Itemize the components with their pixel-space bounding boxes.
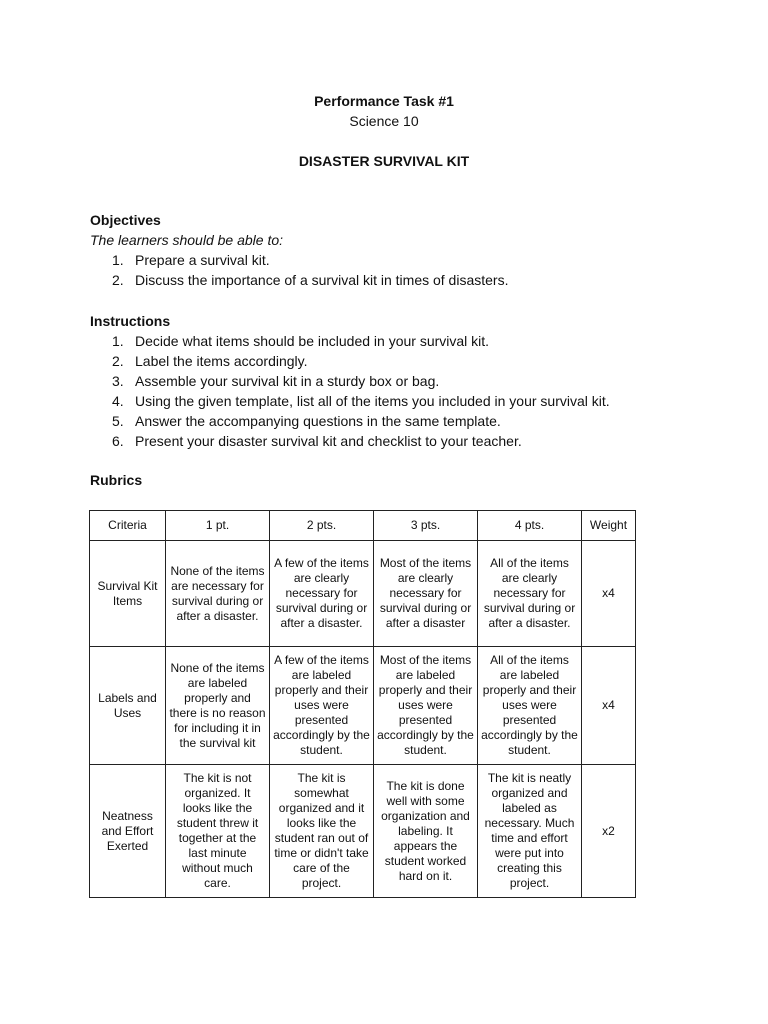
criteria-cell: Labels and Uses bbox=[90, 647, 166, 765]
column-header-3pts: 3 pts. bbox=[374, 511, 478, 541]
document-heading: DISASTER SURVIVAL KIT bbox=[298, 153, 470, 169]
table-header-row bbox=[90, 511, 636, 541]
page-subtitle: Science 10 bbox=[349, 113, 419, 129]
score-cell-4pts: The kit is neatly organized and labeled as necessary. Much time and effort were put into creating this project. bbox=[478, 765, 582, 898]
list-text: Discuss the importance of a survival kit in times of disasters. bbox=[135, 272, 509, 288]
score-cell-2pts: The kit is somewhat organized and it looks like the student ran out of time or didn't take care of the project. bbox=[270, 765, 374, 898]
list-number: 6. bbox=[112, 433, 124, 449]
list-number: 2. bbox=[112, 353, 124, 369]
column-header-criteria: Criteria bbox=[90, 511, 166, 541]
list-item bbox=[90, 331, 710, 351]
score-cell-3pts: Most of the items are labeled properly and their uses were presented accordingly by the student. bbox=[374, 647, 478, 765]
score-cell-3pts: The kit is done well with some organization and labeling. It appears the student worked hard on it. bbox=[374, 765, 478, 898]
score-cell-3pts: Most of the items are clearly necessary for survival during or after a disaster bbox=[374, 541, 478, 647]
instructions-heading: Instructions bbox=[90, 313, 171, 329]
score-cell-1pt: The kit is not organized. It looks like the student threw it together at the last minute without much care. bbox=[166, 765, 270, 898]
list-item bbox=[90, 411, 710, 431]
score-cell-1pt: None of the items are necessary for survival during or after a disaster. bbox=[166, 541, 270, 647]
score-cell-1pt: None of the items are labeled properly and there is no reason for including it in the survival kit bbox=[166, 647, 270, 765]
table-row bbox=[90, 647, 636, 765]
table-row bbox=[90, 765, 636, 898]
rubric-table bbox=[89, 510, 636, 898]
objectives-list bbox=[90, 250, 710, 290]
list-text: Answer the accompanying questions in the same template. bbox=[135, 413, 501, 429]
score-cell-2pts: A few of the items are labeled properly and their uses were presented accordingly by the student. bbox=[270, 647, 374, 765]
criteria-cell: Neatness and Effort Exerted bbox=[90, 765, 166, 898]
list-item bbox=[90, 250, 710, 270]
list-number: 5. bbox=[112, 413, 124, 429]
list-number: 4. bbox=[112, 393, 124, 409]
list-item bbox=[90, 371, 710, 391]
list-text: Prepare a survival kit. bbox=[135, 252, 270, 268]
score-cell-4pts: All of the items are clearly necessary for survival during or after a disaster. bbox=[478, 541, 582, 647]
score-cell-4pts: All of the items are labeled properly and their uses were presented accordingly by the student. bbox=[478, 647, 582, 765]
list-number: 1. bbox=[112, 333, 124, 349]
column-header-1pt: 1 pt. bbox=[166, 511, 270, 541]
list-item bbox=[90, 351, 710, 371]
column-header-4pts: 4 pts. bbox=[478, 511, 582, 541]
objectives-section bbox=[90, 210, 710, 290]
weight-cell: x2 bbox=[582, 765, 636, 898]
column-header-weight: Weight bbox=[582, 511, 636, 541]
list-text: Label the items accordingly. bbox=[135, 353, 308, 369]
list-text: Assemble your survival kit in a sturdy box or bag. bbox=[135, 373, 440, 389]
list-number: 1. bbox=[112, 252, 124, 268]
page-title: Performance Task #1 bbox=[314, 93, 454, 109]
list-text: Present your disaster survival kit and checklist to your teacher. bbox=[135, 433, 522, 449]
list-item bbox=[90, 270, 710, 290]
list-item bbox=[90, 431, 710, 451]
objectives-intro: The learners should be able to: bbox=[90, 232, 284, 248]
list-number: 3. bbox=[112, 373, 124, 389]
objectives-heading: Objectives bbox=[90, 212, 161, 228]
weight-cell: x4 bbox=[582, 541, 636, 647]
list-text: Using the given template, list all of the items you included in your survival kit. bbox=[135, 393, 610, 409]
weight-cell: x4 bbox=[582, 647, 636, 765]
instructions-section bbox=[90, 311, 710, 451]
rubrics-heading: Rubrics bbox=[90, 472, 143, 488]
list-text: Decide what items should be included in your survival kit. bbox=[135, 333, 490, 349]
column-header-2pts: 2 pts. bbox=[270, 511, 374, 541]
score-cell-2pts: A few of the items are clearly necessary for survival during or after a disaster. bbox=[270, 541, 374, 647]
list-item bbox=[90, 391, 710, 411]
criteria-cell: Survival Kit Items bbox=[90, 541, 166, 647]
table-row bbox=[90, 541, 636, 647]
instructions-list bbox=[90, 331, 710, 451]
list-number: 2. bbox=[112, 272, 124, 288]
